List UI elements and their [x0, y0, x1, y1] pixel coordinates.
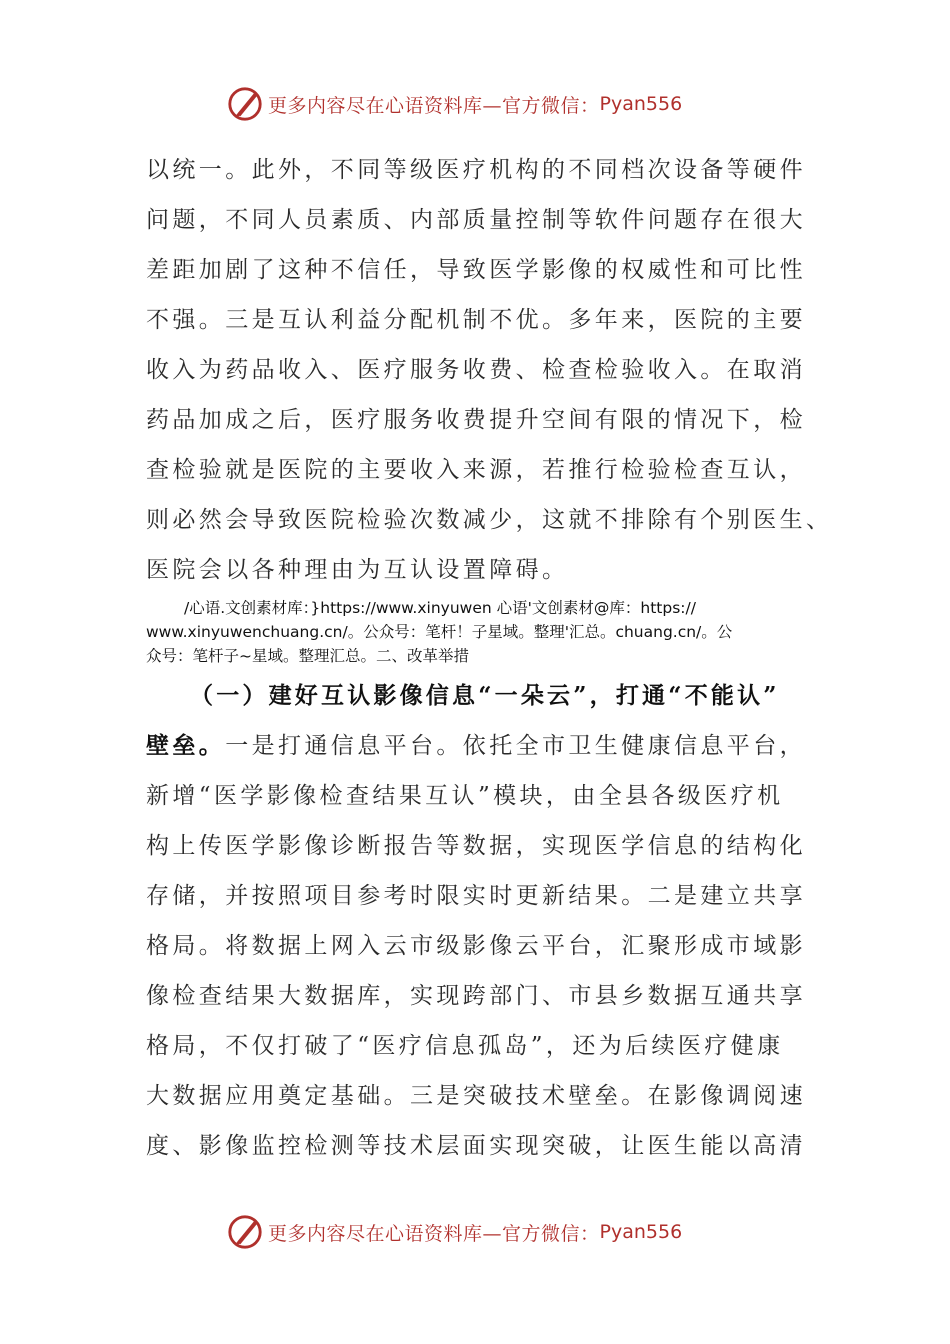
text-line: 度、影像监控检测等技术层面实现突破，让医生能以高清 [146, 1133, 806, 1159]
text-line: 收入为药品收入、医疗服务收费、检查检验收入。在取消 [146, 357, 806, 383]
text-line: 格局。将数据上网入云市级影像云平台，汇聚形成市域影 [146, 933, 806, 959]
text-span: 一是打通信息平台。依托全市卫生健康信息平台， [225, 733, 807, 759]
text-line: 存储，并按照项目参考时限实时更新结果。二是建立共享 [146, 883, 806, 909]
header-banner [226, 84, 746, 124]
pen-logo-icon [226, 1213, 264, 1251]
watermark-line: /心语.文创素材库：}https://www.xinyuwen 心语'文创素材@库：https:// [184, 599, 696, 617]
footer-banner [226, 1212, 746, 1252]
banner-text: 更多内容尽在心语资料库—官方微信： [268, 94, 600, 117]
text-line: 新增“医学影像检查结果互认”模块，由全县各级医疗机 [146, 783, 784, 809]
text-line: 医院会以各种理由为互认设置障碍。 [146, 557, 569, 583]
text-line: 药品加成之后，医疗服务收费提升空间有限的情况下，检 [146, 407, 806, 433]
text-line: 不强。三是互认利益分配机制不优。多年来，医院的主要 [146, 307, 806, 333]
banner-text: 更多内容尽在心语资料库—官方微信： [268, 1222, 600, 1245]
text-line: 以统一。此外，不同等级医疗机构的不同档次设备等硬件 [146, 157, 806, 183]
watermark-line: www.xinyuwenchuang.cn/。公众号：笔杆！子星域。整理'汇总。chuang.cn/。公 [146, 623, 733, 641]
banner-wechat-id: Pyan556 [599, 93, 683, 115]
text-line: 查检验就是医院的主要收入来源，若推行检验检查互认， [146, 457, 806, 483]
watermark-line: 众号：笔杆子~星域。整理汇总。二、改革举措 [146, 647, 469, 665]
text-line: 像检查结果大数据库，实现跨部门、市县乡数据互通共享 [146, 983, 806, 1009]
pen-logo-icon [226, 85, 264, 123]
text-line [146, 732, 806, 760]
text-line: 格局，不仅打破了“医疗信息孤岛”，还为后续医疗健康 [146, 1033, 784, 1059]
text-line: 构上传医学影像诊断报告等数据，实现医学信息的结构化 [146, 833, 806, 859]
text-line: 大数据应用奠定基础。三是突破技术壁垒。在影像调阅速 [146, 1083, 806, 1109]
section-heading: （一）建好互认影像信息“一朵云”，打通“不能认” [190, 682, 780, 709]
text-line: 则必然会导致医院检验次数减少，这就不排除有个别医生、 [146, 507, 833, 533]
text-line: 差距加剧了这种不信任，导致医学影像的权威性和可比性 [146, 257, 806, 283]
banner-wechat-id: Pyan556 [599, 1221, 683, 1243]
text-line: 问题，不同人员素质、内部质量控制等软件问题存在很大 [146, 207, 806, 233]
section-heading-end: 壁垒。 [146, 732, 226, 759]
